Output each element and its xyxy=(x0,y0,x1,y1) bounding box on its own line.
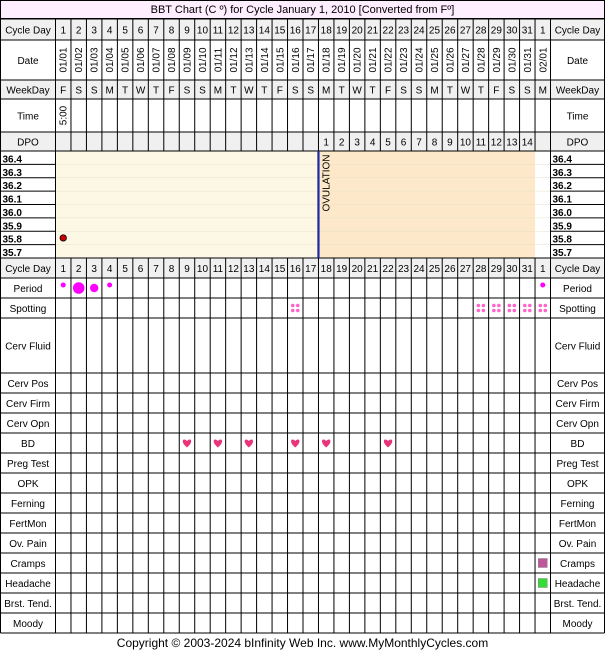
row-label-headache: Headache xyxy=(5,579,51,590)
weekday-label: S xyxy=(400,85,407,97)
row-label-spotting: Spotting xyxy=(559,304,596,315)
spotting-mark xyxy=(523,304,527,308)
dpo-label: 2 xyxy=(338,137,345,149)
row-label-dpo: DPO xyxy=(566,137,589,149)
weekday-label: F xyxy=(60,85,67,97)
date-label: 01/10 xyxy=(197,47,209,73)
date-label: 01/07 xyxy=(151,47,163,73)
weekday-label: W xyxy=(352,85,362,97)
date-label: 01/02 xyxy=(74,47,86,73)
date-label: 01/25 xyxy=(429,47,441,73)
spotting-mark xyxy=(543,309,547,313)
dpo-label: 3 xyxy=(354,137,360,149)
cycle-day-label: 27 xyxy=(459,25,471,37)
cycle-day-label: 20 xyxy=(351,25,363,37)
cycle-day-label: 8 xyxy=(168,25,175,37)
cycle-day-label: 6 xyxy=(137,264,144,275)
row-label-cramps: Cramps xyxy=(559,559,596,570)
dpo-label: 4 xyxy=(369,137,376,149)
row-label-cerv_pos: Cerv Pos xyxy=(7,379,49,390)
cycle-day-label: 13 xyxy=(243,25,255,37)
cycle-day-label: 12 xyxy=(227,25,239,37)
cycle-day-label: 9 xyxy=(184,25,190,37)
row-label-dpo: DPO xyxy=(17,137,39,149)
cycle-day-label: 17 xyxy=(305,264,317,275)
row-label-cerv_firm: Cerv Firm xyxy=(6,399,50,410)
spotting-mark xyxy=(477,304,481,308)
cycle-day-label: 12 xyxy=(227,264,239,275)
dpo-label: 7 xyxy=(416,137,422,149)
cycle-day-label: 18 xyxy=(320,264,332,275)
temp-tick-label-right: 35.9 xyxy=(552,221,572,233)
cycle-day-label: 30 xyxy=(506,25,518,37)
row-label-cerv_fluid: Cerv Fluid xyxy=(5,341,51,353)
row-label-date: Date xyxy=(566,56,589,67)
row-label-headache: Headache xyxy=(554,579,601,590)
cycle-day-label: 1 xyxy=(60,25,67,37)
weekday-label: W xyxy=(460,85,471,97)
spotting-mark xyxy=(291,309,295,313)
cycle-day-label: 14 xyxy=(258,264,270,275)
row-label-ov_pain: Ov. Pain xyxy=(9,539,47,550)
date-label: 01/27 xyxy=(460,47,472,73)
weekday-label: S xyxy=(307,85,315,97)
copyright-footer: Copyright © 2003-2024 bInfinity Web Inc. www.MyMonthlyCycles.com xyxy=(116,636,489,650)
period-mark xyxy=(90,284,98,292)
spotting-mark xyxy=(513,309,517,313)
cycle-day-label: 16 xyxy=(289,264,301,275)
row-label-period: Period xyxy=(563,284,592,295)
cycle-day-label: 1 xyxy=(539,25,546,37)
spotting-mark xyxy=(492,304,496,308)
weekday-label: M xyxy=(322,85,331,97)
row-label-fertmon: FertMon xyxy=(9,519,47,530)
cycle-day-label: 26 xyxy=(444,25,456,37)
spotting-mark xyxy=(291,304,295,308)
weekday-label: M xyxy=(105,85,114,97)
row-label-weekday: WeekDay xyxy=(555,85,600,97)
row-label-brst_tend: Brst. Tend. xyxy=(4,599,52,610)
cycle-day-label: 3 xyxy=(91,25,97,37)
cycle-day-label: 5 xyxy=(122,25,128,37)
row-label-ferning: Ferning xyxy=(11,499,45,510)
date-label: 01/23 xyxy=(399,47,411,73)
date-label: 01/29 xyxy=(491,47,503,73)
cycle-day-label: 30 xyxy=(506,264,518,275)
cycle-day-label: 11 xyxy=(212,264,224,275)
date-label: 01/09 xyxy=(182,47,194,73)
temp-tick-label-right: 35.7 xyxy=(552,248,572,259)
cycle-day-label: 7 xyxy=(153,264,159,275)
row-label-moody: Moody xyxy=(12,619,44,630)
cycle-day-label: 7 xyxy=(153,25,159,37)
cycle-day-label: 15 xyxy=(274,264,286,275)
weekday-label: M xyxy=(430,85,439,97)
cycle-day-label: 16 xyxy=(289,25,301,37)
period-mark xyxy=(61,283,66,288)
headache-mark xyxy=(538,579,547,588)
date-label: 01/28 xyxy=(476,47,488,73)
date-label: 01/31 xyxy=(522,47,534,73)
cycle-day-label: 1 xyxy=(60,264,67,275)
dpo-label: 13 xyxy=(506,137,518,149)
temp-tick-label-right: 36.2 xyxy=(552,181,572,193)
period-mark xyxy=(107,283,112,288)
weekday-label: T xyxy=(261,85,268,97)
cycle-day-label: 10 xyxy=(196,264,209,275)
date-label: 01/30 xyxy=(507,47,519,73)
spotting-mark xyxy=(497,309,501,313)
cycle-day-label: 19 xyxy=(336,264,348,275)
date-label: 01/04 xyxy=(105,47,117,73)
temp-tick-label-left: 36.4 xyxy=(2,154,22,166)
date-label: 01/03 xyxy=(89,47,101,73)
cycle-day-label: 21 xyxy=(367,25,379,37)
cycle-day-label: 24 xyxy=(413,264,425,275)
cycle-day-label: 6 xyxy=(137,25,144,37)
date-label: 01/15 xyxy=(275,47,287,73)
weekday-label: T xyxy=(446,85,454,97)
cycle-day-label: 29 xyxy=(490,264,502,275)
weekday-label: S xyxy=(199,85,206,97)
weekday-label: S xyxy=(508,85,516,97)
row-label-opk: OPK xyxy=(17,479,39,490)
dpo-label: 14 xyxy=(521,137,533,149)
row-label-cycle_day: Cycle Day xyxy=(5,264,51,275)
weekday-label: T xyxy=(338,85,345,97)
row-label-cycle_day: Cycle Day xyxy=(554,264,601,275)
date-label: 01/01 xyxy=(58,47,70,73)
spotting-mark xyxy=(513,304,517,308)
cycle-day-label: 21 xyxy=(367,264,379,275)
weekday-label: M xyxy=(538,85,547,97)
cycle-day-label: 14 xyxy=(258,25,270,37)
temp-tick-label-right: 36.1 xyxy=(552,194,572,206)
period-mark xyxy=(73,282,85,294)
ovulation-label: OVULATION xyxy=(321,154,333,212)
time-label: 5:00 xyxy=(58,105,70,126)
row-label-brst_tend: Brst. Tend. xyxy=(553,599,602,610)
weekday-label: F xyxy=(168,85,175,97)
temp-tick-label-right: 35.8 xyxy=(552,234,572,246)
date-label: 01/16 xyxy=(290,47,302,73)
row-label-fertmon: FertMon xyxy=(558,519,597,530)
weekday-label: W xyxy=(244,85,254,97)
temp-tick-label-right: 36.0 xyxy=(552,207,572,219)
cycle-day-label: 3 xyxy=(91,264,97,275)
row-label-bd: BD xyxy=(21,439,35,450)
row-label-ov_pain: Ov. Pain xyxy=(558,539,597,550)
row-label-cycle_day: Cycle Day xyxy=(554,25,601,37)
cycle-day-label: 20 xyxy=(351,264,363,275)
dpo-label: 12 xyxy=(490,137,502,149)
dpo-label: 1 xyxy=(323,137,329,149)
cycle-day-label: 4 xyxy=(106,264,113,275)
weekday-label: T xyxy=(230,85,237,97)
temp-tick-label-left: 36.3 xyxy=(2,167,22,179)
cycle-day-label: 11 xyxy=(212,25,224,37)
dpo-label: 9 xyxy=(447,137,453,149)
spotting-mark xyxy=(492,309,496,313)
temperature-point xyxy=(60,235,66,241)
temp-tick-label-left: 35.7 xyxy=(2,248,22,259)
weekday-label: F xyxy=(276,85,283,97)
date-label: 01/06 xyxy=(136,47,148,73)
dpo-label: 10 xyxy=(459,137,471,149)
weekday-label: T xyxy=(369,85,376,97)
spotting-mark xyxy=(497,304,501,308)
row-label-spotting: Spotting xyxy=(9,304,47,315)
cycle-day-label: 18 xyxy=(320,25,332,37)
date-label: 01/21 xyxy=(368,47,380,73)
cycle-day-label: 17 xyxy=(305,25,317,37)
spotting-mark xyxy=(482,304,486,308)
cycle-day-label: 31 xyxy=(521,25,533,37)
cycle-day-label: 22 xyxy=(382,264,394,275)
temp-tick-label-left: 35.8 xyxy=(2,234,22,246)
cycle-day-label: 28 xyxy=(475,264,487,275)
cycle-day-label: 5 xyxy=(122,264,128,275)
temp-tick-label-left: 35.9 xyxy=(2,221,22,233)
spotting-mark xyxy=(482,309,486,313)
date-label: 01/20 xyxy=(352,47,364,73)
date-label: 01/11 xyxy=(213,47,225,73)
cycle-day-label: 25 xyxy=(428,25,441,37)
cycle-day-label: 2 xyxy=(75,25,82,37)
cycle-day-label: 23 xyxy=(397,264,410,275)
date-label: 01/22 xyxy=(383,47,395,73)
cycle-day-label: 29 xyxy=(490,25,502,37)
date-label: 01/17 xyxy=(306,47,318,73)
row-label-cerv_fluid: Cerv Fluid xyxy=(554,341,601,353)
weekday-label: S xyxy=(523,85,531,97)
spotting-mark xyxy=(528,309,532,313)
cycle-day-label: 2 xyxy=(75,264,82,275)
row-label-ferning: Ferning xyxy=(560,499,595,510)
cycle-day-label: 13 xyxy=(243,264,255,275)
spotting-mark xyxy=(543,304,547,308)
weekday-label: S xyxy=(291,85,299,97)
date-label: 01/24 xyxy=(414,47,426,73)
date-label: 01/12 xyxy=(228,47,240,73)
weekday-label: S xyxy=(90,85,98,97)
dpo-label: 8 xyxy=(431,137,438,149)
row-label-opk: OPK xyxy=(566,479,589,490)
row-label-period: Period xyxy=(13,284,43,295)
date-label: 01/19 xyxy=(337,47,349,73)
row-label-bd: BD xyxy=(570,439,585,450)
spotting-mark xyxy=(508,304,512,308)
row-label-cerv_opn: Cerv Opn xyxy=(556,419,599,430)
row-label-preg_test: Preg Test xyxy=(556,459,599,470)
row-label-cramps: Cramps xyxy=(10,559,46,570)
row-label-moody: Moody xyxy=(562,619,593,630)
date-label: 01/26 xyxy=(445,47,457,73)
cycle-day-label: 9 xyxy=(184,264,190,275)
spotting-mark xyxy=(538,304,542,308)
temp-tick-label-right: 36.3 xyxy=(552,167,572,179)
temp-tick-label-left: 36.2 xyxy=(2,181,22,193)
date-label: 01/05 xyxy=(120,47,132,73)
cycle-day-label: 22 xyxy=(382,25,394,37)
temp-tick-label-left: 36.1 xyxy=(2,194,22,206)
weekday-label: W xyxy=(135,85,146,97)
row-label-date: Date xyxy=(17,56,39,67)
cycle-day-label: 8 xyxy=(168,264,175,275)
date-label: 01/14 xyxy=(259,47,271,73)
date-label: 01/13 xyxy=(244,47,256,73)
cycle-day-label: 31 xyxy=(521,264,533,275)
cycle-day-label: 26 xyxy=(444,264,456,275)
date-label: 01/18 xyxy=(321,47,333,73)
spotting-mark xyxy=(523,309,527,313)
cycle-day-label: 19 xyxy=(336,25,348,37)
spotting-mark xyxy=(296,304,300,308)
spotting-mark xyxy=(528,304,532,308)
spotting-mark xyxy=(508,309,512,313)
weekday-label: S xyxy=(183,85,191,97)
cycle-day-label: 24 xyxy=(413,25,425,37)
date-label: 01/08 xyxy=(167,47,179,73)
row-label-cerv_opn: Cerv Opn xyxy=(6,419,50,430)
spotting-mark xyxy=(538,309,542,313)
dpo-label: 11 xyxy=(475,137,487,149)
period-mark xyxy=(540,283,545,288)
weekday-label: S xyxy=(75,85,83,97)
cycle-day-label: 28 xyxy=(475,25,487,37)
temp-tick-label-left: 36.0 xyxy=(2,207,22,219)
cycle-day-label: 1 xyxy=(539,264,546,275)
spotting-mark xyxy=(296,309,300,313)
row-label-cerv_pos: Cerv Pos xyxy=(556,379,599,390)
weekday-label: T xyxy=(477,85,484,97)
weekday-label: M xyxy=(213,85,223,97)
cycle-day-label: 4 xyxy=(106,25,113,37)
row-label-weekday: WeekDay xyxy=(6,85,50,97)
row-label-preg_test: Preg Test xyxy=(6,459,50,470)
spotting-mark xyxy=(477,309,481,313)
dpo-label: 6 xyxy=(400,137,407,149)
chart-title: BBT Chart (C º) for Cycle January 1, 2010 [Converted from Fº] xyxy=(150,4,455,16)
date-label: 02/01 xyxy=(538,47,550,73)
cycle-day-label: 23 xyxy=(397,25,410,37)
cycle-day-label: 27 xyxy=(459,264,471,275)
row-label-time: Time xyxy=(566,111,589,123)
dpo-label: 5 xyxy=(385,137,391,149)
row-label-time: Time xyxy=(17,111,39,123)
cramps-mark xyxy=(538,559,547,568)
cycle-day-label: 15 xyxy=(274,25,286,37)
weekday-label: F xyxy=(493,85,500,97)
weekday-label: T xyxy=(122,85,129,97)
row-label-cycle_day: Cycle Day xyxy=(5,25,51,37)
temp-tick-label-right: 36.4 xyxy=(552,154,572,166)
weekday-label: T xyxy=(152,85,160,97)
weekday-label: F xyxy=(385,85,392,97)
row-label-cerv_firm: Cerv Firm xyxy=(555,399,600,410)
weekday-label: S xyxy=(415,85,423,97)
cycle-day-label: 25 xyxy=(428,264,441,275)
cycle-day-label: 10 xyxy=(196,25,209,37)
